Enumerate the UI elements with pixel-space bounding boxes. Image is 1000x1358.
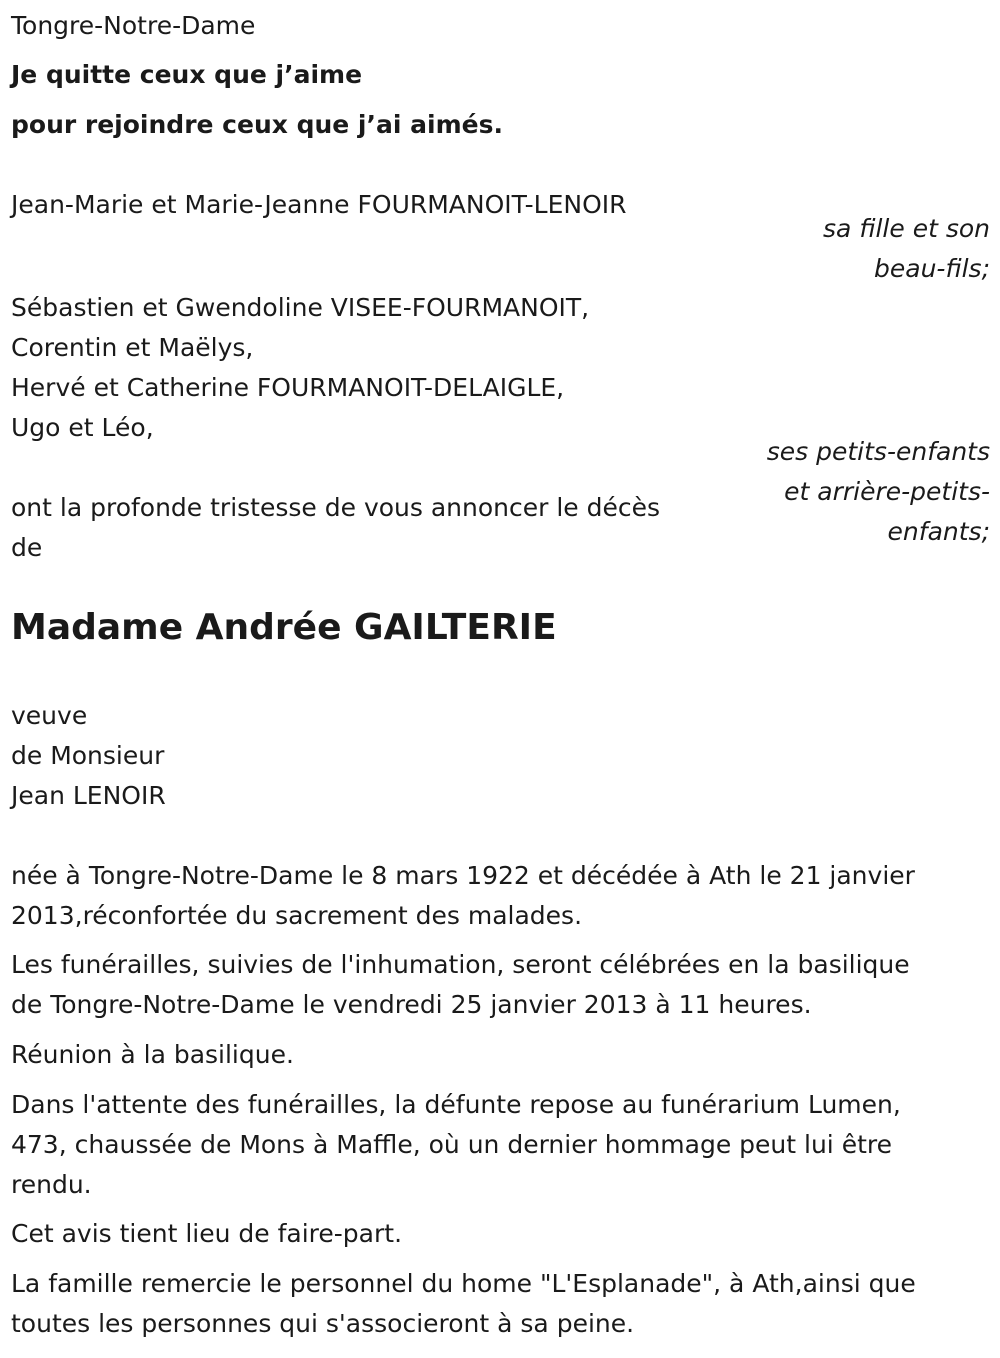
announcement xyxy=(11,488,660,568)
status-line: de Monsieur xyxy=(11,741,165,770)
grandchild-entry: Ugo et Léo, xyxy=(11,413,154,442)
paragraph-line: née à Tongre-Notre-Dame le 8 mars 1922 et décédée à Ath le 21 janvier xyxy=(11,861,915,890)
grandchildren-role-line: ses petits-enfants xyxy=(766,437,990,466)
children-names: Jean-Marie et Marie-Jeanne FOURMANOIT-LENOIR xyxy=(11,190,627,219)
detail-paragraph-reunion xyxy=(11,1035,294,1075)
detail-paragraph-birth-death xyxy=(11,856,915,936)
paragraph-line: 2013,réconfortée du sacrement des malades. xyxy=(11,901,583,930)
grandchildren-role-line: et arrière-petits- xyxy=(784,477,990,506)
announcement-line: de xyxy=(11,533,43,562)
grandchildren-list xyxy=(11,288,589,448)
paragraph-line: Réunion à la basilique. xyxy=(11,1040,294,1069)
grandchildren-role-line: enfants; xyxy=(887,517,990,546)
paragraph-line: 473, chaussée de Mons à Maffle, où un dernier hommage peut lui être xyxy=(11,1130,892,1159)
children-role-line-1: sa fille et son xyxy=(823,214,990,243)
children-role-line-2: beau-fils; xyxy=(874,254,990,283)
paragraph-line: Dans l'attente des funérailles, la défunte repose au funérarium Lumen, xyxy=(11,1090,901,1119)
epigraph-line-1: Je quitte ceux que j’aime xyxy=(11,60,363,89)
detail-paragraph-notice xyxy=(11,1214,402,1254)
deceased-status xyxy=(11,696,166,816)
deceased-name: Madame Andrée GAILTERIE xyxy=(11,607,557,648)
status-line: Jean LENOIR xyxy=(11,781,166,810)
paragraph-line: Cet avis tient lieu de faire-part. xyxy=(11,1219,403,1248)
announcement-line: ont la profonde tristesse de vous annoncer le décès xyxy=(11,493,661,522)
detail-paragraph-funeral xyxy=(11,945,910,1025)
grandchild-entry: Hervé et Catherine FOURMANOIT-DELAIGLE, xyxy=(11,373,565,402)
epigraph-line-2: pour rejoindre ceux que j’ai aimés. xyxy=(11,110,503,139)
detail-paragraph-thanks xyxy=(11,1264,916,1344)
grandchild-entry: Corentin et Maëlys, xyxy=(11,333,254,362)
paragraph-line: toutes les personnes qui s'associeront à sa peine. xyxy=(11,1309,635,1338)
paragraph-line: La famille remercie le personnel du home "L'Esplanade", à Ath,ainsi que xyxy=(11,1269,916,1298)
grandchildren-role xyxy=(767,432,990,552)
paragraph-line: de Tongre-Notre-Dame le vendredi 25 janvier 2013 à 11 heures. xyxy=(11,990,812,1019)
detail-paragraph-funerarium xyxy=(11,1085,901,1205)
paragraph-line: rendu. xyxy=(11,1170,92,1199)
paragraph-line: Les funérailles, suivies de l'inhumation, seront célébrées en la basilique xyxy=(11,950,910,979)
grandchild-entry: Sébastien et Gwendoline VISEE-FOURMANOIT, xyxy=(11,293,590,322)
place-header: Tongre-Notre-Dame xyxy=(11,11,256,40)
status-line: veuve xyxy=(11,701,88,730)
